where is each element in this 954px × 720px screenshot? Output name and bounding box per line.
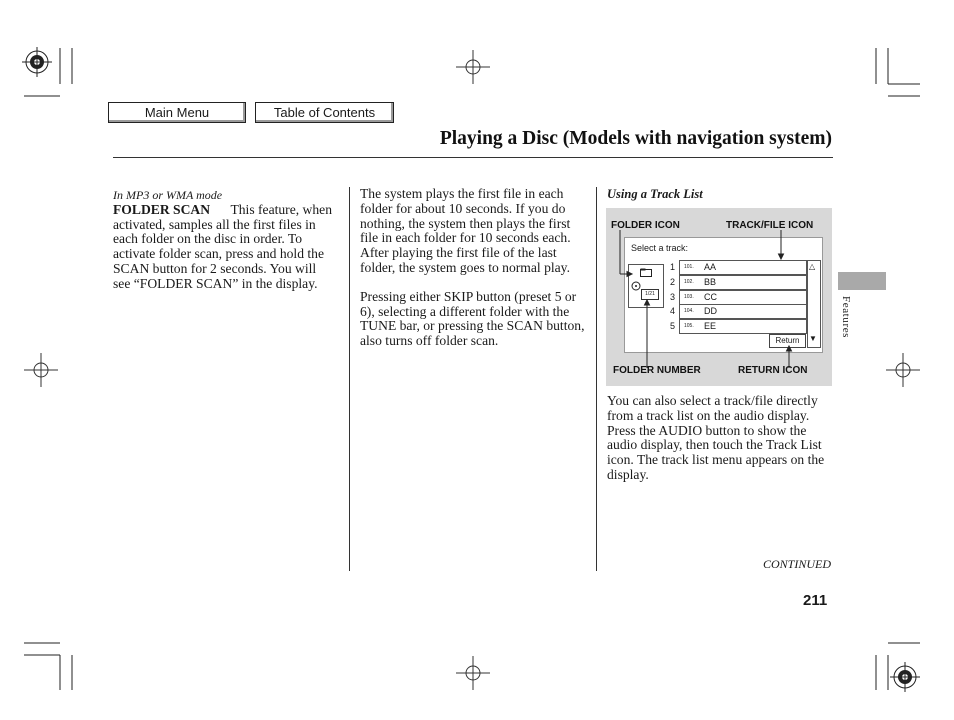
track-name: EE xyxy=(704,321,717,331)
scroll-up-icon[interactable]: △ xyxy=(809,262,816,271)
screen-title: Select a track: xyxy=(631,243,689,253)
column-divider-1 xyxy=(349,187,350,571)
table-of-contents-button[interactable]: Table of Contents xyxy=(255,102,394,123)
track-icon-label: TRACK/FILE ICON xyxy=(726,220,814,231)
track-name: DD xyxy=(704,306,717,316)
column-3 xyxy=(607,187,832,202)
return-icon-label: RETURN ICON xyxy=(738,365,808,376)
figure-leaders xyxy=(606,208,832,386)
track-index: 103. xyxy=(684,294,694,300)
column-divider-2 xyxy=(596,187,597,571)
page-title: Playing a Disc (Models with navigation system) xyxy=(439,128,832,149)
mode-label: In MP3 or WMA mode xyxy=(113,188,223,202)
track-list-body: You can also select a track/file directly from a track list on the audio display. Press the AUDIO button to show the audio display, then touch the Track List icon. The track list menu appears on the display. xyxy=(607,393,825,482)
scroll-down-icon[interactable]: ▼ xyxy=(809,334,817,343)
folder-icon-label: FOLDER ICON xyxy=(611,220,680,231)
track-name: AA xyxy=(704,262,717,272)
title-rule xyxy=(113,157,833,158)
page-number: 211 xyxy=(803,592,828,609)
track-index: 101. xyxy=(684,264,694,270)
folder-number-label: FOLDER NUMBER xyxy=(613,365,701,376)
folder-number: 2 xyxy=(670,277,676,287)
folder-badge: 1/21 xyxy=(641,289,659,300)
track-name: CC xyxy=(704,292,717,302)
track-index: 102. xyxy=(684,279,694,285)
folder-scan-body: This feature, when activated, samples all the first files in each folder on the disc in order. To activate folder scan, press and hold the SCAN button for 2 seconds. You will see “FOLDER SCAN” in the display. xyxy=(113,201,332,291)
folder-number: 5 xyxy=(670,321,676,331)
scan-paragraph-1: The system plays the first file in each folder for about 10 seconds. If you do nothing, the system then plays the first file in each folder for 10 seconds each. After playing the first file of the last folder, the system goes to normal play. xyxy=(360,186,571,275)
column-1 xyxy=(113,188,335,292)
folder-number: 4 xyxy=(670,306,676,316)
scan-paragraph-2: Pressing either SKIP button (preset 5 or 6), selecting a different folder with the TUNE bar, or pressing the SCAN button, also turns off folder scan. xyxy=(360,288,585,349)
track-index: 104. xyxy=(684,308,694,314)
main-menu-button[interactable]: Main Menu xyxy=(108,102,246,123)
column-2 xyxy=(360,187,586,349)
track-index: 105. xyxy=(684,323,694,329)
track-name: BB xyxy=(704,277,717,287)
section-tab xyxy=(838,272,886,290)
folder-scan-heading: FOLDER SCAN xyxy=(113,201,211,217)
track-list-heading: Using a Track List xyxy=(607,187,703,201)
track-list-text xyxy=(607,394,832,483)
continued-label: CONTINUED xyxy=(763,557,832,571)
section-label: Features xyxy=(840,296,852,339)
folder-number: 1 xyxy=(670,262,676,272)
return-button[interactable]: Return xyxy=(769,334,806,348)
folder-number: 3 xyxy=(670,292,676,302)
